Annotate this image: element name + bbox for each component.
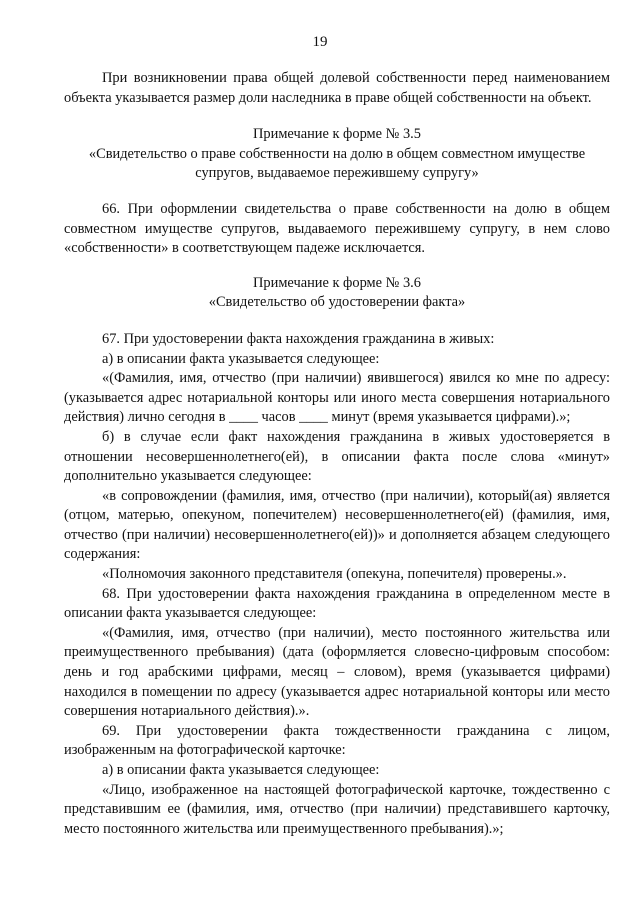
paragraph-67-a: а) в описании факта указывается следующее: [102,350,380,367]
paragraph-69-a-quote: «Лицо, изображенное на настоящей фотографической карточке, тождественно с представившим ее (фамилия, имя, отчество (при наличии) представившего карточку, место постоянного жительства или преимущественного пребывания).»; [64,781,610,837]
paragraph-66: 66. При оформлении свидетельства о праве собственности на долю в общем совместном имуществе супругов, выдаваемого пережившему супругу, в нем слово «собственности» в соответствующем падеже исключается. [64,200,610,257]
note-3-5-subtitle: «Свидетельство о праве собственности на долю в общем совместном имуществе супругов, выдаваемое пережившему супругу» [88,145,586,182]
note-3-6-subtitle: «Свидетельство об удостоверении факта» [208,294,466,311]
paragraph-67-b-quote: «в сопровождении (фамилия, имя, отчество (при наличии), который(ая) является (отцом, матерью, опекуном, попечителем) несовершеннолетнего(ей) (фамилия, имя, отчество (при наличии) несовершеннолетнего(ей))» и дополняется абзацем следующего содержания: [64,487,610,563]
paragraph-share: При возникновении права общей долевой собственности перед наименованием объекта указывается размер доли наследника в праве общей собственности на объект. [64,70,610,106]
paragraph-69: 69. При удостоверении факта тождественности гражданина с лицом, изображенным на фотографической карточке: [64,722,610,759]
paragraph-69-a: а) в описании факта указывается следующее: [102,762,380,778]
note-3-5-title: Примечание к форме № 3.5 [253,126,421,143]
paragraph-67-a-quote: «(Фамилия, имя, отчество (при наличии) явившегося) явился ко мне по адресу: (указывается адрес нотариальной конторы или иного места совершения нотариального действия) лично сегодня в ____ часов ____ минут (время указывается цифрами).»; [64,370,610,426]
page-number: 19 [312,34,328,50]
paragraph-68: 68. При удостоверении факта нахождения гражданина в определенном месте в описании факта указывается следующее: [64,585,610,622]
document-body [64,69,610,839]
note-3-6-title: Примечание к форме № 3.6 [253,274,421,291]
paragraph-67-b: б) в случае если факт нахождения гражданина в живых удостоверяется в отношении несовершеннолетнего(ей), в описании факта после слова «минут» дополнительно указывается следующее: [64,428,610,485]
paragraph-68-quote: «(Фамилия, имя, отчество (при наличии), место постоянного жительства или преимущественного пребывания) (дата (оформляется словесно-цифровым способом: день и год арабскими цифрами, месяц – словом), время (указывается цифрами) находился в помещении по адресу (указывается адрес нотариальной конторы или место совершения нотариального действия).». [64,624,610,720]
paragraph-67-b-quote-2: «Полномочия законного представителя (опекуна, попечителя) проверены.». [102,566,567,583]
paragraph-67: 67. При удостоверении факта нахождения гражданина в живых: [102,330,495,347]
